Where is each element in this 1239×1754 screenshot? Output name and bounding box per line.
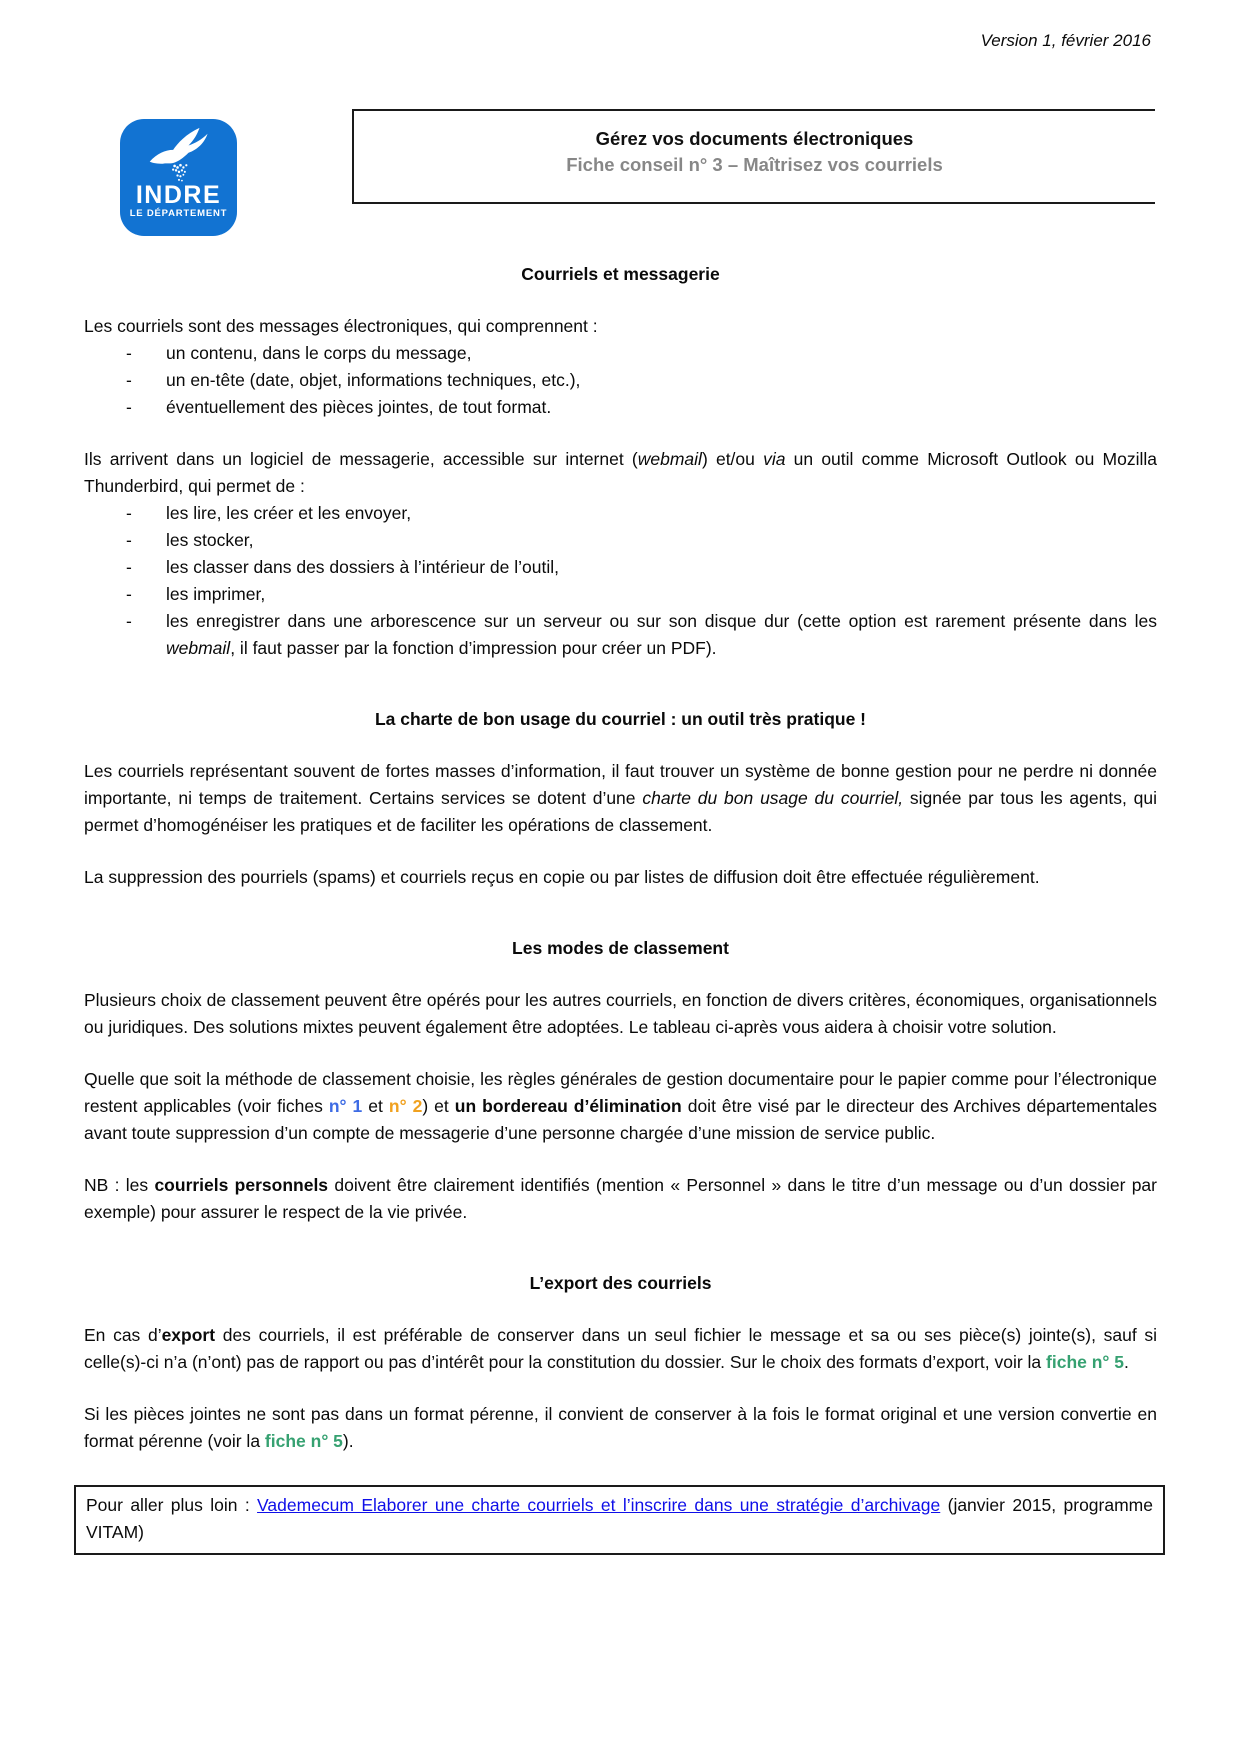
text-run: doit être visé par le directeur des Archives départementales avant toute suppression d’un compte de messagerie d’une personne chargée d’une mission de service public.: [84, 1096, 1157, 1143]
list-item-text: les stocker,: [166, 530, 254, 550]
logo-subtitle: LE DÉPARTEMENT: [129, 208, 228, 219]
more-info-box: [74, 1485, 1165, 1555]
paragraph-pieces-jointes: [84, 1401, 1157, 1455]
dash-bullet: -: [126, 343, 132, 363]
text-run: .: [1124, 1352, 1129, 1372]
paragraph-nb-courriels-personnels: [84, 1172, 1157, 1226]
text-run: un outil comme Microsoft Outlook ou Mozilla Thunderbird, qui permet de :: [84, 449, 1157, 496]
document-title: Gérez vos documents électroniques: [595, 128, 914, 149]
paragraph-choix-classement: [84, 987, 1157, 1041]
list-item-text: un contenu, dans le corps du message,: [166, 343, 472, 363]
dash-bullet: -: [126, 584, 132, 604]
list-item: [84, 500, 1157, 527]
list-item-text: les imprimer,: [166, 584, 266, 604]
list-item: [84, 394, 1157, 421]
text-run: Quelle que soit la méthode de classement choisie, les règles générales de gestion documentaire pour le papier comme pour l’électronique restent applicables (voir fiches: [84, 1069, 1157, 1116]
list-item-text: [166, 608, 1157, 662]
text-run: des courriels, il est préférable de conserver dans un seul fichier le message et sa ou ses pièce(s) jointe(s), sauf si celle(s)-ci n’a (n’ont) pas de rapport ou pas d’intérêt pour la constitution du dossier. Sur le choix des formats d’export, voir la: [84, 1325, 1157, 1372]
bullet-list-composition: [84, 340, 1157, 421]
text-run: Si les pièces jointes ne sont pas dans un format pérenne, il convient de conserver à la fois le format original et une version convertie en format pérenne (voir la: [84, 1404, 1157, 1451]
text-run: (janvier 2015, programme VITAM): [86, 1495, 1153, 1542]
title-box: [352, 109, 1155, 204]
indre-department-logo: [120, 119, 237, 236]
list-item: [84, 340, 1157, 367]
dash-bullet: -: [126, 530, 132, 550]
text-run: et: [362, 1096, 389, 1116]
text-run-bold: courriels personnels: [154, 1175, 329, 1195]
text-run-bold: export: [161, 1325, 216, 1345]
text-run: ) et/ou: [701, 449, 764, 469]
text-run: Plusieurs choix de classement peuvent être opérés pour les autres courriels, en fonction de divers critères, économiques, organisationnels ou juridiques. Des solutions mixtes peuvent également être adoptées. Le tableau ci-après vous aidera à choisir votre solution.: [84, 990, 1157, 1037]
vademecum-link[interactable]: Vademecum Elaborer une charte courriels et l’inscrire dans une stratégie d’archivage: [257, 1495, 941, 1515]
text-run: les enregistrer dans une arborescence sur un serveur ou sur son disque dur (cette option est rarement présente dans les: [166, 611, 1157, 631]
dash-bullet: -: [126, 557, 132, 577]
dash-bullet: -: [126, 370, 132, 390]
logo-title: INDRE: [135, 181, 222, 209]
paragraph-regles-generales: [84, 1066, 1157, 1147]
section-heading-courriels-et-messagerie: Courriels et messagerie: [521, 264, 720, 284]
text-run-italic: charte du bon usage du courriel,: [642, 788, 904, 808]
text-run: signée par tous les agents, qui permet d’homogénéiser les pratiques et de faciliter les opérations de classement.: [84, 788, 1157, 835]
text-run: En cas d’: [84, 1325, 162, 1345]
text-run: doivent être clairement identifiés (mention « Personnel » dans le titre d’un message ou d’un dossier par exemple) pour assurer le respect de la vie privée.: [84, 1175, 1157, 1222]
text-run-italic: webmail: [166, 638, 231, 658]
link-fiche-n5[interactable]: fiche n° 5: [264, 1431, 343, 1451]
dash-bullet: -: [126, 397, 132, 417]
text-run-italic: webmail: [637, 449, 702, 469]
paragraph-courriels-intro: [84, 313, 1157, 340]
text-run: NB : les: [84, 1175, 155, 1195]
list-item: [84, 581, 1157, 608]
text-run-bold: un bordereau d’élimination: [454, 1096, 682, 1116]
text-run: ) et: [422, 1096, 455, 1116]
list-item-text: éventuellement des pièces jointes, de tout format.: [166, 397, 552, 417]
dash-bullet: -: [126, 611, 132, 631]
link-fiche-n1[interactable]: n° 1: [328, 1096, 363, 1116]
list-item-text: les classer dans des dossiers à l’intérieur de l’outil,: [166, 557, 559, 577]
text-run: , il faut passer par la fonction d’impression pour créer un PDF).: [230, 638, 717, 658]
text-run: Les courriels sont des messages électroniques, qui comprennent :: [84, 316, 598, 336]
paragraph-logiciel-messagerie: [84, 446, 1157, 500]
section-heading-modes-classement: Les modes de classement: [512, 938, 729, 958]
list-item: [84, 367, 1157, 394]
bullet-list-fonctions: [84, 500, 1157, 662]
list-item-text: les lire, les créer et les envoyer,: [166, 503, 412, 523]
link-fiche-n2[interactable]: n° 2: [388, 1096, 423, 1116]
section-heading-export: L’export des courriels: [529, 1273, 712, 1293]
list-item-text: un en-tête (date, objet, informations techniques, etc.),: [166, 370, 581, 390]
link-fiche-n5[interactable]: fiche n° 5: [1046, 1352, 1125, 1372]
list-item: [84, 554, 1157, 581]
paragraph-charte: [84, 758, 1157, 839]
paragraph-suppression: [84, 864, 1157, 891]
document-header: [84, 109, 1157, 239]
text-run: Les courriels représentant souvent de fortes masses d’information, il faut trouver un système de bonne gestion pour ne perdre ni donnée importante, ni temps de traitement. Certains services se dotent d’une: [84, 761, 1157, 808]
document-subtitle: Fiche conseil n° 3 – Maîtrisez vos courriels: [566, 154, 943, 175]
text-run: Pour aller plus loin :: [86, 1495, 258, 1515]
indre-logo-bird-icon: [142, 125, 216, 185]
paragraph-export: [84, 1322, 1157, 1376]
text-run: La suppression des pourriels (spams) et courriels reçus en copie ou par listes de diffusion doit être effectuée régulièrement.: [84, 867, 1040, 887]
text-run: ).: [342, 1431, 354, 1451]
list-item: [84, 527, 1157, 554]
version-label: Version 1, février 2016: [980, 31, 1151, 50]
section-heading-charte: La charte de bon usage du courriel : un outil très pratique !: [374, 709, 867, 729]
paragraph-pour-aller-plus-loin: [86, 1492, 1153, 1546]
dash-bullet: -: [126, 503, 132, 523]
list-item: [84, 608, 1157, 662]
text-run: Ils arrivent dans un logiciel de messagerie, accessible sur internet (: [84, 449, 638, 469]
text-run-italic: via: [763, 449, 786, 469]
